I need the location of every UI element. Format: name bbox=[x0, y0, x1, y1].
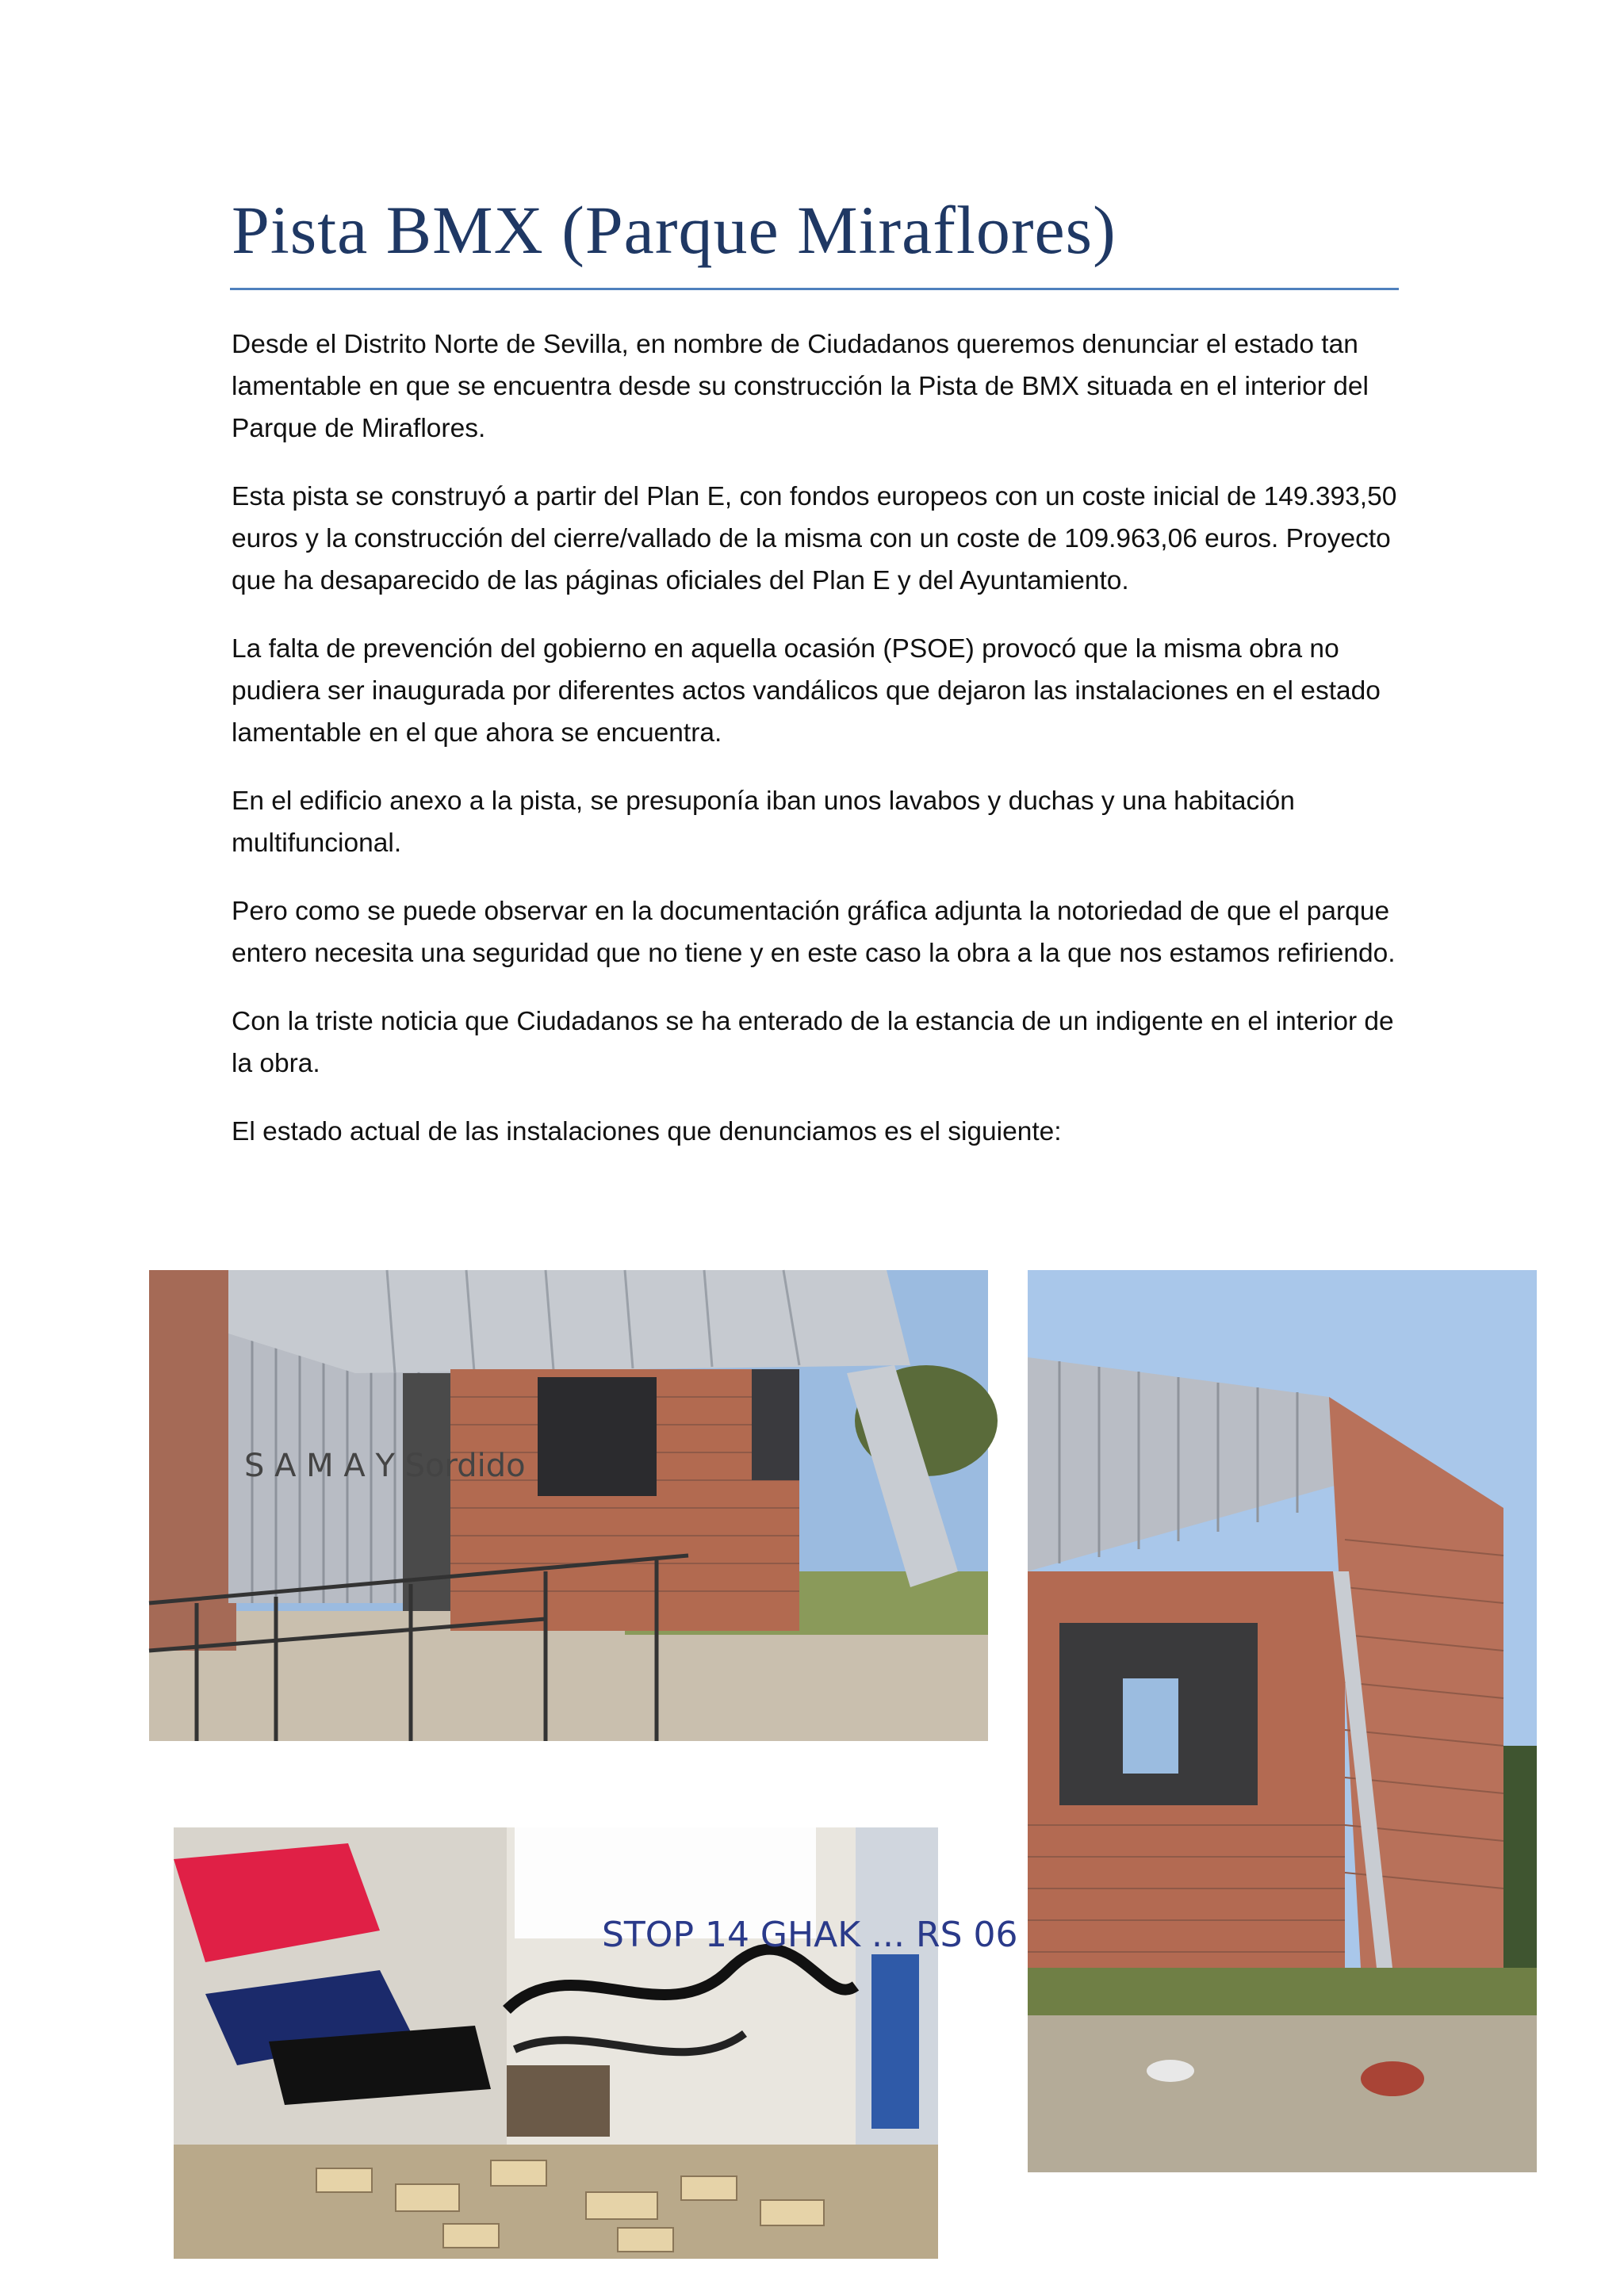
photo-building-corner bbox=[1028, 1270, 1537, 2172]
paragraph-current-state: El estado actual de las instalaciones que denunciamos es el siguiente: bbox=[232, 1117, 1062, 1146]
page-title: Pista BMX (Parque Miraflores) bbox=[232, 192, 1116, 268]
title-underline bbox=[230, 288, 1399, 290]
paragraph-homeless: Con la triste noticia que Ciudadanos se ha enterado de la estancia de un indigente en el interior de la obra. bbox=[232, 1007, 1394, 1078]
paragraph-security: Pero como se puede observar en la documentación gráfica adjunta la notoriedad de que el parque entero necesita una seguridad que no tiene y en este caso la obra a la que nos estamos refiriendo. bbox=[232, 897, 1396, 968]
paragraph-intro: Desde el Distrito Norte de Sevilla, en nombre de Ciudadanos queremos denunciar el estado tan lamentable en que se encuentra desde su construcción la Pista de BMX situada en el interior del Parque de Miraflores. bbox=[232, 330, 1369, 443]
photo-building-railing bbox=[149, 1270, 988, 1741]
paragraph-annex-building: En el edificio anexo a la pista, se presuponía iban unos lavabos y duchas y una habitación multifuncional. bbox=[232, 786, 1295, 858]
photo-graffiti-interior bbox=[174, 1827, 1018, 2259]
document-body bbox=[232, 323, 1397, 1179]
paragraph-vandalism: La falta de prevención del gobierno en aquella ocasión (PSOE) provocó que la misma obra no pudiera ser inaugurada por diferentes actos vandálicos que dejaron las instalaciones en el estado lamentable en el que ahora se encuentra. bbox=[232, 634, 1381, 748]
graffiti-text: S A M A Y Sordido bbox=[244, 1448, 526, 1484]
paragraph-funding: Esta pista se construyó a partir del Plan E, con fondos europeos con un coste inicial de 149.393,50 euros y la construcción del cierre/vallado de la misma con un coste de 109.963,06 euros. Proyecto que ha desaparecido de las páginas oficiales del Plan E y del Ayuntamiento. bbox=[232, 482, 1397, 595]
graffiti-text: STOP 14 GHAK ... RS 06 bbox=[602, 1915, 1018, 1955]
